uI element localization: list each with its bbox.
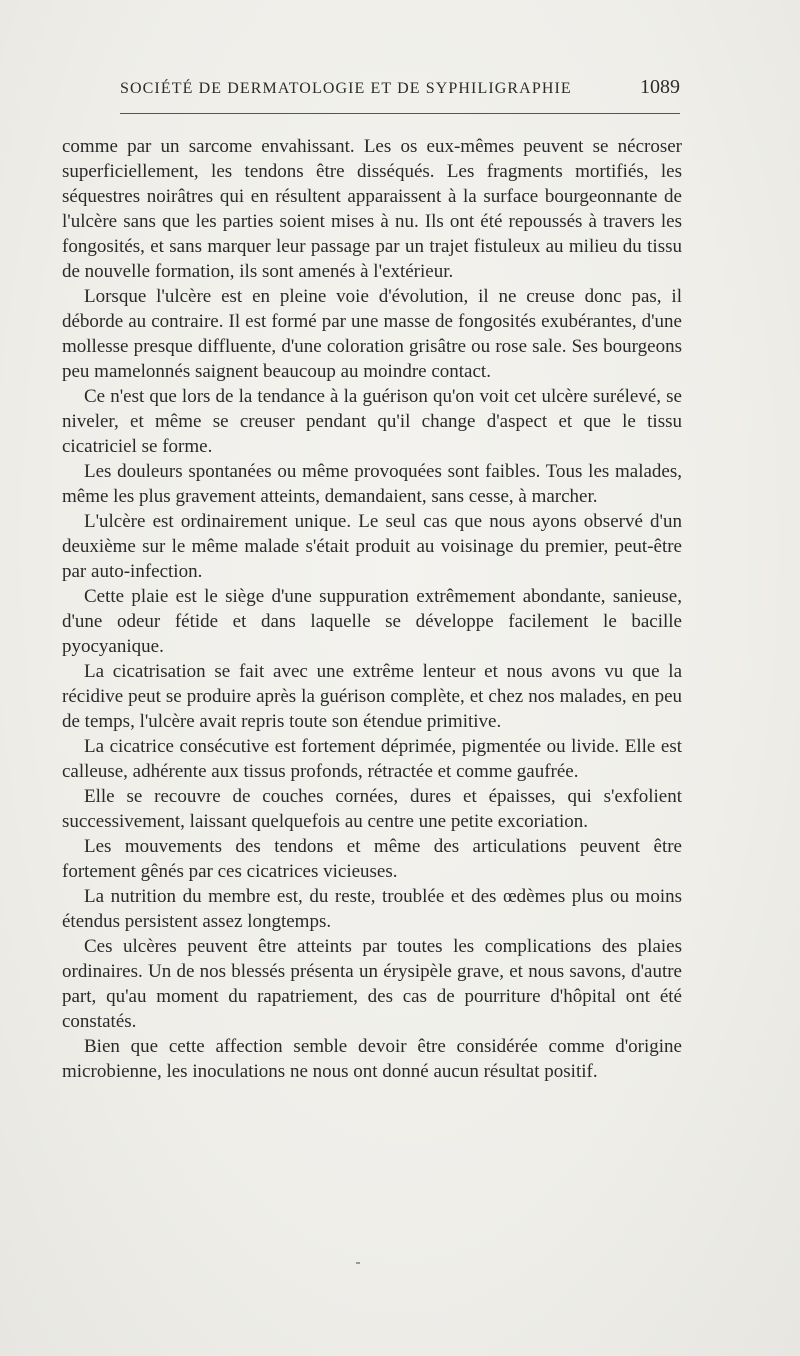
printer-mark — [356, 1262, 360, 1264]
paragraph: Les mouvements des tendons et même des articulations peuvent être fortement gênés par ces cicatrices vicieuses. — [62, 836, 682, 882]
paragraph: Elle se recouvre de couches cornées, dures et épaisses, qui s'exfolient successivement, laissant quelquefois au centre une petite excoriation. — [62, 786, 682, 832]
paragraph: Ces ulcères peuvent être atteints par toutes les complications des plaies ordinaires. Un de nos blessés présenta un érysipèle grave, et nous savons, d'autre part, qu'au moment du rapatriement, des cas de pourriture d'hôpital ont été constatés. — [62, 936, 682, 1032]
paragraph: La cicatrisation se fait avec une extrême lenteur et nous avons vu que la récidive peut se produire après la guérison complète, et chez nos malades, en peu de temps, l'ulcère avait repris toute son étendue primitive. — [62, 661, 682, 732]
header-rule — [120, 113, 680, 114]
paragraph: La cicatrice consécutive est fortement déprimée, pigmentée ou livide. Elle est calleuse, adhérente aux tissus profonds, rétractée et comme gaufrée. — [62, 736, 682, 782]
paragraph: Les douleurs spontanées ou même provoquées sont faibles. Tous les malades, même les plus gravement atteints, demandaient, sans cesse, à marcher. — [62, 461, 682, 507]
running-head-title: SOCIÉTÉ DE DERMATOLOGIE ET DE SYPHILIGRAPHIE — [120, 80, 572, 97]
body-text — [62, 134, 682, 1084]
paragraph: L'ulcère est ordinairement unique. Le seul cas que nous ayons observé d'un deuxième sur le même malade s'était produit au voisinage du premier, peut-être par auto-infection. — [62, 511, 682, 582]
paragraph: La nutrition du membre est, du reste, troublée et des œdèmes plus ou moins étendus persistent assez longtemps. — [62, 886, 682, 932]
paragraph: Cette plaie est le siège d'une suppuration extrêmement abondante, sanieuse, d'une odeur fétide et dans laquelle se développe facilement le bacille pyocyanique. — [62, 586, 682, 657]
paragraph: Ce n'est que lors de la tendance à la guérison qu'on voit cet ulcère surélevé, se niveler, et même se creuser pendant qu'il change d'aspect et que le tissu cicatriciel se forme. — [62, 386, 682, 457]
running-head — [120, 76, 680, 102]
paragraph-continued: comme par un sarcome envahissant. Les os eux-mêmes peuvent se nécroser superficiellement, les tendons être disséqués. Les fragments mortifiés, les séquestres noirâtres qui en résultent apparaissent à la surface bourgeonnante de l'ulcère sans que les parties soient mises à nu. Ils ont été repoussés à travers les fongosités, et sans marquer leur passage par un trajet fistuleux au milieu du tissu de nouvelle formation, ils sont amenés à l'extérieur. — [62, 136, 682, 282]
paragraph: Lorsque l'ulcère est en pleine voie d'évolution, il ne creuse donc pas, il déborde au contraire. Il est formé par une masse de fongosités exubérantes, d'une mollesse presque diffluente, d'une coloration grisâtre ou rose sale. Ses bourgeons peu mamelonnés saignent beaucoup au moindre contact. — [62, 286, 682, 382]
page-number: 1089 — [640, 76, 680, 98]
paragraph: Bien que cette affection semble devoir être considérée comme d'origine microbienne, les inoculations ne nous ont donné aucun résultat positif. — [62, 1036, 682, 1082]
